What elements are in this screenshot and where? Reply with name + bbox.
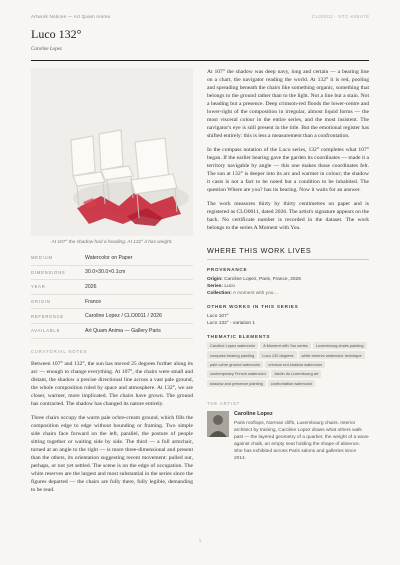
title-divider bbox=[31, 60, 369, 61]
meta-key: MEDIUM bbox=[31, 255, 53, 261]
series-line bbox=[207, 283, 369, 290]
collection-link[interactable]: A moment with you… bbox=[232, 291, 279, 296]
metadata-table bbox=[31, 251, 193, 339]
theme-chip[interactable]: Caroline Lopez watercolor bbox=[207, 342, 258, 349]
other-work-link[interactable]: Luco 132° - variation 1 bbox=[207, 321, 256, 326]
curatorial-heading: CURATORIAL NOTES bbox=[31, 348, 88, 354]
origin-key: Origin: bbox=[207, 277, 223, 282]
origin-value: Caroline Lopez, Paris, France, 2026 bbox=[224, 277, 301, 282]
meta-row-reference bbox=[31, 309, 193, 324]
other-works-list bbox=[207, 313, 369, 327]
other-work-link[interactable]: Luco 107° bbox=[207, 314, 229, 319]
meta-value: Watercolor on Paper bbox=[85, 254, 133, 261]
meta-value: France bbox=[85, 298, 102, 305]
essay-paragraph-1: At 107° the shadow was deep navy, long and certain — a bearing line on a chart, the navigator reading the world. At 132° it is red, pooling and spreading beneath the chairs like something organic, something that belongs to the ground rather than to the light. Not a line but a stain. Not a heading but a presence. Deep crimson-red floods the lower-centre and lower-right of the composition in irregular, almost liquid forms — the most visceral colour in the entire series, and the most insistent. The navigator's eye is still present in the title. But the emotional register has shifted entirely: this is less a measurement than a confrontation. bbox=[207, 69, 369, 139]
theme-chip[interactable]: confrontation watercolor bbox=[268, 380, 316, 387]
theme-chip[interactable]: Jardin du Luxembourg art bbox=[271, 370, 321, 377]
collection-line bbox=[207, 290, 369, 297]
meta-row-medium bbox=[31, 251, 193, 266]
meta-key: DIMENSIONS bbox=[31, 269, 66, 275]
artist-section-heading: THE ARTIST bbox=[207, 400, 241, 406]
meta-row-year bbox=[31, 280, 193, 295]
artwork-illustration bbox=[31, 68, 193, 236]
theme-chip[interactable]: A Moment with You series bbox=[260, 342, 311, 349]
origin-line bbox=[207, 276, 369, 283]
series-value: Luco bbox=[224, 284, 235, 289]
artwork-image bbox=[31, 68, 193, 236]
meta-key: AVAILABLE bbox=[31, 328, 61, 334]
meta-key: REFERENCE bbox=[31, 313, 65, 319]
other-works-heading: OTHER WORKS IN THIS SERIES bbox=[207, 304, 299, 309]
page-title: Luco 132° bbox=[31, 27, 82, 41]
reference-code: CLO0011 · NTC-K65U78 bbox=[312, 14, 369, 19]
theme-chip[interactable]: compass bearing painting bbox=[207, 351, 257, 358]
page-number: 1 bbox=[198, 538, 202, 543]
series-key: Series: bbox=[207, 284, 223, 289]
themes-heading: THEMATIC ELEMENTS bbox=[207, 334, 271, 339]
meta-row-origin bbox=[31, 295, 193, 310]
theme-chip[interactable]: white reserve watercolor technique bbox=[299, 351, 365, 358]
artist-name: Caroline Lopez bbox=[234, 410, 273, 417]
theme-chip[interactable]: pale ochre ground watercolor bbox=[207, 361, 263, 368]
theme-chip[interactable]: crimson red shadow watercolor bbox=[265, 361, 325, 368]
meta-value: Art Quam Anima — Gallery Paris bbox=[85, 327, 161, 334]
theme-chip[interactable]: shadow and presence painting bbox=[207, 380, 266, 387]
collection-key: Collection: bbox=[207, 291, 232, 296]
top-bar bbox=[31, 14, 369, 26]
where-heading: WHERE THIS WORK LIVES bbox=[207, 246, 369, 260]
artist-byline: Caroline Lopez bbox=[31, 47, 62, 52]
right-column bbox=[207, 68, 369, 462]
meta-key: YEAR bbox=[31, 284, 46, 290]
meta-value: Caroline Lopez / CLO0011 / 2026 bbox=[85, 313, 162, 320]
avatar bbox=[207, 411, 229, 437]
meta-row-dimensions bbox=[31, 266, 193, 281]
essay-paragraph-2: In the compass notation of the Luco series, 132° completes what 107° began. If the earlier bearing gave the garden its coordinates — made it a territory navigable by angle — this one makes those coordinates felt. The sun at 132° is deeper into its arc and warmer in colour; the shadow it casts is not a fact to be noted but a condition to be inhabited. The question Where are you? has its bearing. Now it waits for an answer. bbox=[207, 147, 369, 193]
series-label: Artwork Notices — Art Quam Anima bbox=[31, 14, 111, 19]
provenance-list bbox=[207, 276, 369, 297]
essay-paragraph-3: The work measures thirty by thirty centimetres on paper and is registered as CLO0011, dated 2026. The artist's signature appears on the back. No certificate number is recorded in the dataset. The work belongs to the series A Moment with You. bbox=[207, 201, 369, 231]
theme-chip[interactable]: Luxembourg chairs painting bbox=[313, 342, 367, 349]
meta-key: ORIGIN bbox=[31, 299, 51, 305]
left-column bbox=[31, 68, 193, 494]
curatorial-paragraph-1: Between 107° and 132°, the sun has moved 25 degrees further along its arc — enough to change everything. At 107°, the chairs were small and distant, the shadow a precise directional line across a vast pale ground, the whole composition ruled by space and atmosphere. At 132°, we are closer, warmer, more implicated. The chairs have grown. The ground has contracted. The shadow has changed its nature entirely. bbox=[31, 360, 193, 407]
meta-value: 2026 bbox=[85, 283, 97, 290]
meta-row-available bbox=[31, 324, 193, 339]
curatorial-paragraph-2: Three chairs occupy the warm pale ochre-cream ground, which fills the composition edge to edge without bounding or framing. Two simple side chairs face forward on the left, parallel, the posture of people sitting together or waiting side by side. The third — a full armchair, turned at an angle to the right — is more three-dimensional and present than the others, its orientation suggesting recent movement: pulled out, perhaps, or not yet settled. The scene is on the edge of occupation. The white reserves are the largest and most substantial in the series since the figures departed — the chairs are fully there, fully legible, demanding to be read. bbox=[31, 414, 193, 493]
theme-chips bbox=[207, 342, 369, 387]
artist-bio: Paris rooftops, Norman cliffs, Luxembourg chairs. Interior architect by training, Caroline Lopez draws what others walk past — the layered geometry of a quartier, the weight of a wave against chalk, an empty seat holding the shape of absence. She has exhibited across Paris salons and galleries since 2014. bbox=[234, 420, 369, 461]
artist-card bbox=[207, 411, 369, 462]
provenance-heading: PROVENANCE bbox=[207, 267, 248, 272]
theme-chip[interactable]: Luco 132 degrees bbox=[259, 351, 296, 358]
artwork-caption: At 107° the shadow had a heading. At 132° it has weight. bbox=[51, 240, 173, 245]
theme-chip[interactable]: contemporary French watercolor bbox=[207, 370, 269, 377]
meta-value: 30.0×30.0×0.1cm bbox=[85, 269, 126, 276]
artist-info bbox=[234, 411, 369, 462]
artist-portrait-icon bbox=[207, 411, 229, 437]
